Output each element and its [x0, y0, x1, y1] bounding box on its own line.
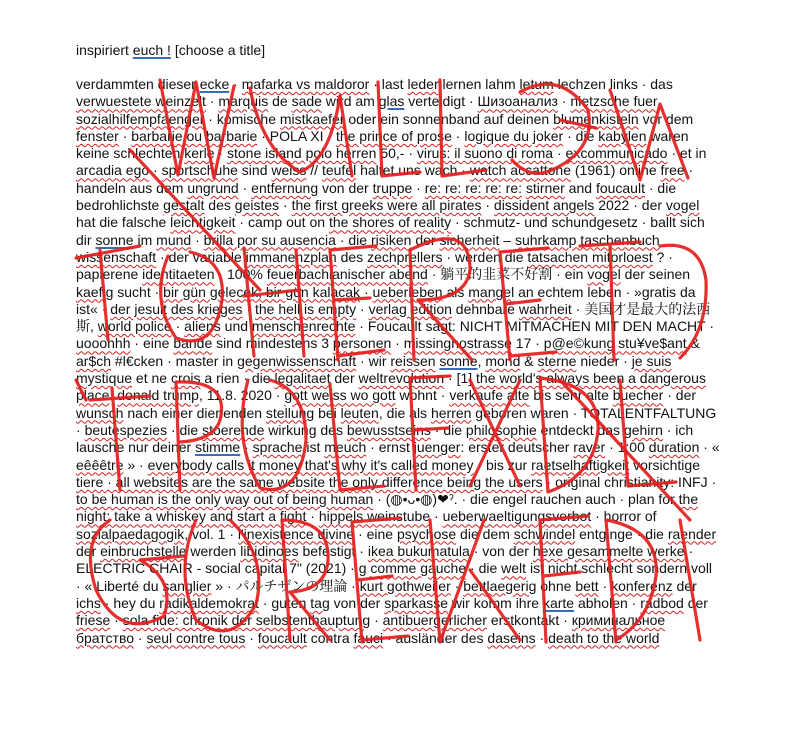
spellcheck-underlined-word: excommunicado: [565, 145, 668, 162]
spellcheck-underlined-word: legalitaet: [274, 370, 331, 387]
text-run: and: [564, 179, 596, 196]
text-run: der: [76, 543, 101, 560]
text-run: der: [330, 370, 359, 387]
text-run: ·: [279, 197, 292, 214]
text-run: erstkontakt ·: [486, 612, 572, 629]
spellcheck-underlined-word: the night: take a whiskey and start a fight: [76, 491, 699, 525]
text-run: der: [683, 594, 708, 611]
spellcheck-underlined-word: watch accattone: [469, 162, 571, 179]
text-run: · von der: [469, 543, 533, 560]
text-run: ·: [242, 300, 255, 317]
text-run: bei: [314, 404, 341, 421]
spellcheck-underlined-word: immanenzplan: [245, 248, 337, 265]
spellcheck-underlined-word: libidinoes: [240, 543, 299, 560]
spellcheck-underlined-word: uooohhh: [76, 335, 131, 352]
spellcheck-underlined-word: radbod: [640, 594, 684, 611]
spellcheck-underlined-word: bett: [575, 577, 599, 594]
text-run: an echtem leben · »gratis da ist« ·: [76, 283, 696, 317]
grammar-underlined-word: glas: [378, 93, 405, 110]
text-run: sind mindestens 3: [212, 335, 333, 352]
spellcheck-underlined-word: free: [660, 162, 685, 179]
text-run: · 100%: [214, 266, 267, 283]
spellcheck-underlined-word: the first greeks were all pirates: [291, 197, 482, 214]
text-run: &: [686, 335, 700, 352]
text-run: #l€cken · master in: [111, 352, 238, 369]
spellcheck-underlined-word: gegenwissenschaft: [237, 352, 357, 369]
spellcheck-underlined-word: hexe gesammelte werke: [532, 543, 685, 560]
text-run: et ne: [132, 370, 171, 387]
text-run: im: [133, 231, 157, 248]
text-run: a rien · die: [200, 370, 275, 387]
spellcheck-underlined-word: letum: [519, 76, 554, 92]
spellcheck-underlined-word: verkaufe alte: [449, 387, 530, 404]
spellcheck-underlined-word: raender: [667, 525, 717, 542]
spellcheck-underlined-word: reissen: [390, 352, 436, 369]
spellcheck-underlined-word: friese: [76, 612, 111, 629]
document-title: [76, 41, 736, 59]
grammar-underlined-word: karte: [542, 594, 575, 611]
spellcheck-underlined-word: kaefig: [76, 283, 114, 300]
text-run: · guten: [258, 594, 311, 611]
spellcheck-underlined-word: dissident angels: [493, 197, 595, 214]
spellcheck-underlined-word: herren: [430, 404, 472, 421]
spellcheck-underlined-word: криминальное братство: [76, 612, 666, 646]
text-run: geboren waren · TOTALENTFALTUNG ·: [76, 404, 717, 438]
text-run: ·: [370, 612, 383, 629]
text-run: wir komm ihre: [448, 594, 543, 611]
spellcheck-underlined-word: schwindel: [513, 525, 576, 542]
text-run: nieder ·: [576, 352, 632, 369]
spellcheck-underlined-word: einbruchstelle: [100, 543, 187, 560]
spellcheck-underlined-word: stellung: [265, 404, 315, 421]
text-run: vor dem: [638, 110, 694, 127]
spellcheck-underlined-word: suhrkamp taschenbuch wissenschaft: [76, 231, 660, 265]
text-run: · schmutz- und schundgesetz · ballt sich dir: [76, 214, 705, 248]
text-run: befestigt ·: [298, 543, 368, 560]
spellcheck-underlined-word: re: re: re: re: re:: [424, 179, 522, 196]
text-run: · horror of: [591, 508, 657, 525]
spellcheck-underlined-word: crois: [170, 370, 201, 387]
spellcheck-underlined-word: der jesuit des krieges: [110, 300, 243, 317]
spellcheck-underlined-word: wunsch: [76, 404, 124, 421]
spellcheck-underlined-word: mangel: [468, 283, 515, 300]
text-run: ohne: [536, 577, 576, 594]
text-run: verteidigt ·: [404, 93, 478, 110]
text-run: 50,- ·: [376, 145, 417, 162]
spellcheck-underlined-word: mund: [156, 231, 192, 248]
text-run: · handeln aus dem: [76, 162, 694, 196]
spellcheck-underlined-word: leichtigkeit: [170, 214, 236, 231]
spellcheck-underlined-word: ikea bukumatula: [367, 543, 470, 560]
spellcheck-underlined-word: everybody calls it money that's why it's called money: [147, 456, 474, 473]
text-run: ·: [553, 145, 566, 162]
spellcheck-underlined-word: brilla por su ausencia: [203, 231, 336, 248]
text-run: und: [220, 318, 252, 335]
spellcheck-underlined-word: raetselhaftigkeit: [531, 456, 630, 473]
text-run: · hey du: [100, 594, 160, 611]
text-run: des: [204, 197, 235, 214]
text-run: dehnbare: [451, 300, 519, 317]
spellcheck-underlined-word: geistes: [234, 197, 280, 214]
text-run: wird am: [321, 93, 379, 110]
grammar-underlined-word: sonne: [95, 231, 134, 248]
text-run: abholen ·: [574, 594, 641, 611]
text-run: · der variable: [156, 248, 246, 265]
spellcheck-underlined-word: the hell is empty: [254, 300, 357, 317]
text-run: , die als: [378, 404, 431, 421]
text-run: ·: [134, 629, 147, 646]
spellcheck-underlined-word: ar$ch: [76, 352, 112, 369]
document-body: [76, 76, 720, 647]
text-run: ·: [391, 335, 404, 352]
text-run: ·: [557, 93, 571, 110]
text-run: oder ein sonnenband auf deinen: [344, 110, 554, 127]
text-run: ·: [110, 612, 123, 629]
text-run: vorsichtige: [629, 456, 700, 473]
spellcheck-underlined-word: p@e©kung stu¥ve$ant: [543, 335, 687, 352]
spellcheck-underlined-word: konferenz: [611, 577, 673, 594]
spellcheck-underlined-word: risiken: [370, 231, 412, 248]
grammar-underlined-word: stimme: [195, 439, 241, 456]
text-run: entdeckt das: [536, 421, 624, 438]
spellcheck-underlined-word: kerle: [184, 145, 215, 162]
text-run: · der: [663, 387, 697, 404]
spellcheck-underlined-word: stone island polo herren: [227, 145, 377, 162]
text-run: ·: [598, 577, 612, 594]
spellcheck-underlined-word: gestalt: [163, 197, 205, 214]
spellcheck-underlined-word: weltrevolution: [358, 370, 445, 387]
spellcheck-underlined-word: the world's always been a dangerous place: [76, 370, 706, 404]
text-run: ist: [302, 439, 325, 456]
text-run: · (◍•ᴗ•◍)❤ˀ. · die engel rauchen auch · plan for: [373, 491, 679, 508]
spellcheck-underlined-word: entfernung: [251, 179, 319, 196]
text-run: bis sehr alte: [529, 387, 613, 404]
text-run: · POLA XI ·: [257, 127, 336, 144]
spellcheck-underlined-word: donald trump: [117, 387, 199, 404]
spellcheck-underlined-word: foucault: [595, 179, 645, 196]
spellcheck-underlined-word: personen: [332, 335, 392, 352]
text-run: ·: [450, 577, 464, 594]
text-run: als: [442, 283, 469, 300]
spellcheck-underlined-word: wahrheit: [518, 300, 572, 317]
spellcheck-underlined-word: verlag edition: [368, 300, 452, 317]
spellcheck-underlined-word: hippels weinstube: [318, 508, 431, 525]
text-run: ·: [430, 508, 443, 525]
text-run: die dem: [456, 525, 514, 542]
spellcheck-underlined-word: antibuergerlicher: [382, 612, 487, 629]
spellcheck-underlined-word: teufel: [321, 162, 357, 179]
spellcheck-underlined-word: arcadia ego: [76, 162, 150, 179]
spellcheck-underlined-word: sade: [291, 93, 322, 110]
text-run: · 1:00: [605, 439, 649, 456]
spellcheck-underlined-word: identitaeten: [142, 266, 215, 283]
text-run: , 11.8. 2020 ·: [198, 387, 285, 404]
text-run: » ·: [123, 456, 148, 473]
spellcheck-underlined-word: ueberwaeltigungsverbot: [442, 508, 592, 525]
spellcheck-underlined-word: sterne: [537, 352, 577, 369]
spellcheck-underlined-word: sparkasse: [384, 594, 449, 611]
spellcheck-underlined-word: seul contre tous: [146, 629, 246, 646]
spellcheck-underlined-word: stirner: [525, 179, 565, 196]
text-run: · die: [167, 421, 203, 438]
spellcheck-underlined-word: vogel: [587, 266, 621, 283]
spellcheck-underlined-word: radikaldemokrat: [159, 594, 259, 611]
text-run: lechzen links · das: [553, 76, 673, 92]
spellcheck-underlined-word: sicherheit: [439, 231, 500, 248]
spellcheck-underlined-word: psychose: [397, 525, 457, 542]
spellcheck-underlined-word: mistkaefer: [279, 110, 345, 127]
spellcheck-underlined-word: beutespezies: [84, 421, 168, 438]
text-run: · die: [430, 421, 466, 438]
spellcheck-underlined-word: missingnostrasse: [403, 335, 512, 352]
spellcheck-underlined-word: verwuestete weinzelt: [76, 93, 206, 110]
text-run: ·: [356, 300, 369, 317]
text-run: de: [268, 93, 292, 110]
text-run: ·: [535, 629, 549, 646]
spellcheck-underlined-word: sola fide: chronik der selbstenthauptung: [122, 612, 371, 629]
spellcheck-underlined-word: sportschuhe: [161, 162, 238, 179]
text-run: sucht ·: [113, 283, 164, 300]
spellcheck-underlined-word: truppe: [372, 179, 413, 196]
spellcheck-underlined-word: tag: [310, 594, 330, 611]
text-run: ·: [240, 439, 253, 456]
spellcheck-underlined-word: to be human is the only way out of being human: [76, 491, 374, 508]
text-run: 17 ·: [511, 335, 544, 352]
text-run: · die: [466, 560, 502, 577]
text-run: · ernst: [366, 439, 414, 456]
text-run: &: [520, 352, 538, 369]
text-run: ·: [412, 179, 425, 196]
spellcheck-underlined-word: ueberleben: [372, 283, 443, 300]
text-run: · bis zur: [473, 456, 532, 473]
spellcheck-underlined-word: tiere: [76, 473, 104, 490]
text-run: ·: [451, 127, 465, 144]
spellcheck-underlined-word: sprache: [252, 439, 303, 456]
spellcheck-underlined-word: fenster: [76, 127, 119, 144]
text-run: ·: [238, 179, 252, 196]
spellcheck-underlined-word: death to the world: [548, 629, 660, 646]
spellcheck-underlined-word: raver: [573, 439, 606, 456]
spellcheck-underlined-word: g comme gauche: [358, 560, 467, 577]
spellcheck-underlined-word: bande: [173, 335, 213, 352]
text-run: · eine: [354, 525, 397, 542]
spellcheck-underlined-word: vogel: [665, 197, 700, 214]
spellcheck-underlined-word: gott weiss wo gott: [284, 387, 396, 404]
text-run: (1961) online: [571, 162, 661, 179]
spellcheck-underlined-word: duration: [648, 439, 700, 456]
text-run: · ausländer des: [383, 629, 488, 646]
text-run: · die bedrohlichste: [76, 179, 677, 214]
text-run: · «: [699, 439, 720, 456]
text-run: · ich lausche nur deiner: [76, 421, 694, 456]
text-run: hat die falsche: [76, 214, 171, 231]
text-run: ·: [205, 93, 219, 110]
text-run: » · パルチザンの理論 ·: [211, 577, 360, 594]
spellcheck-underlined-word: logique du joker: [464, 127, 564, 144]
spellcheck-underlined-word: ungrund: [187, 179, 239, 196]
text-run: lernen lahm: [438, 76, 520, 92]
text-run: .: [109, 387, 118, 404]
spellcheck-underlined-word: buecher: [612, 387, 664, 404]
text-run: · die: [563, 127, 599, 144]
spellcheck-underlined-word: marquis: [218, 93, 269, 110]
text-run: von der: [329, 594, 385, 611]
grammar-underlined-word: euch !: [132, 42, 171, 58]
spellcheck-underlined-word: foucault: [257, 629, 307, 646]
text-run: ·: [245, 629, 258, 646]
text-run: der seinen: [620, 266, 691, 283]
spellcheck-underlined-word: mond: [485, 352, 521, 369]
spellcheck-underlined-word: leuten: [340, 404, 379, 421]
text-run: 2022 · der: [594, 197, 666, 214]
text-run: der: [672, 577, 697, 594]
spellcheck-underlined-word: nietzsche fuer sozialhilfempfaenger: [76, 93, 658, 127]
spellcheck-underlined-word: bewusstseins: [346, 421, 431, 438]
text-run: · eine: [130, 335, 174, 352]
spellcheck-underlined-word: philosophie: [465, 421, 537, 438]
grammar-underlined-word: sonne: [439, 352, 478, 369]
text-run: waren keine schlechten: [76, 127, 689, 162]
text-run: ,: [477, 352, 486, 369]
text-run: nach einer dienenden: [123, 404, 266, 421]
text-run: · 美国才是最大的法西斯,: [76, 300, 711, 335]
spellcheck-underlined-word: bettlaegerig: [463, 577, 537, 594]
spellcheck-underlined-word: virus: il suono di roma: [416, 145, 554, 162]
text-run: ist nicht schlecht sondern voll · « Liberté du: [76, 560, 713, 594]
spellcheck-underlined-word: leder: [407, 76, 439, 92]
spellcheck-underlined-word: aliens: [184, 318, 221, 335]
text-run: verdammten dieser: [76, 76, 200, 92]
spellcheck-underlined-word: weiss: [271, 162, 307, 179]
spellcheck-underlined-word: the shores of reality: [328, 214, 452, 231]
spellcheck-underlined-word: je suis mystique: [76, 352, 672, 387]
spellcheck-underlined-word: zechprellers: [367, 248, 443, 265]
text-run: des: [336, 248, 368, 265]
text-run: der: [411, 231, 440, 248]
text-run: ·: [191, 231, 204, 248]
spellcheck-underlined-word: · all websites are the same website the only difference being the users: [103, 473, 543, 490]
spellcheck-underlined-word: welt: [501, 560, 527, 577]
spellcheck-underlined-word: meuch: [324, 439, 367, 456]
spellcheck-underlined-word: blumenkisteln: [553, 110, 639, 127]
text-run: haltet uns wach ·: [356, 162, 470, 179]
text-run: · last: [369, 76, 408, 92]
text-run: ·: [360, 283, 373, 300]
spellcheck-underlined-word: l'inexistence divine: [237, 525, 355, 542]
text-run: ·: [306, 508, 319, 525]
spellcheck-underlined-word: gehirn: [623, 421, 663, 438]
spellcheck-underlined-word: sozialpaedagogik: [76, 525, 185, 542]
text-run: ·: [481, 197, 494, 214]
spellcheck-underlined-word: eêêêtre: [76, 456, 124, 473]
spellcheck-underlined-word: juenger: [413, 439, 461, 456]
text-run: · die: [335, 231, 371, 248]
grammar-underlined-word: ecke: [199, 76, 230, 92]
text-run: · original christianity: INFJ ·: [542, 473, 717, 490]
spellcheck-underlined-word: tatsachen mitorloest: [527, 248, 653, 265]
text-run: wirkung des: [264, 421, 347, 438]
text-run: · ELECTRIC CHAIR - social capital 7" (2021) ·: [76, 543, 694, 577]
text-run: entginge · die: [575, 525, 668, 542]
text-run: wohnt ·: [395, 387, 450, 404]
spellcheck-underlined-word: kabylen: [598, 127, 647, 144]
text-run: sind: [237, 162, 272, 179]
spellcheck-underlined-word: barbarie ou barbarie: [131, 127, 258, 144]
spellcheck-underlined-word: feuerbachianischer abend: [266, 266, 428, 283]
text-run: von der: [318, 179, 373, 196]
text-run: ·: [118, 127, 132, 144]
text-run: ·: [171, 318, 185, 335]
spellcheck-underlined-word: Шизоанализ: [477, 93, 558, 110]
spellcheck-underlined-word: kurt gothweiler: [359, 577, 451, 594]
text-run: //: [306, 162, 322, 179]
text-run: · wir: [356, 352, 391, 369]
text-run: · camp out on: [235, 214, 329, 231]
text-run: · et in: [667, 145, 707, 162]
text-run: ·: [149, 162, 162, 179]
text-run: werden: [186, 543, 241, 560]
text-run: · 躺平的韭菜不好割 · ein: [427, 266, 588, 283]
text-run: · werden die: [442, 248, 528, 265]
text-run: ·: [214, 145, 227, 162]
text-run: · Foucault sagt: NICHT MITMACHEN MIT DEN MACHT ·: [355, 318, 715, 335]
text-run: · [1]: [444, 370, 477, 387]
text-run: : erster deutscher: [460, 439, 574, 456]
text-run: · komische: [204, 110, 280, 127]
spellcheck-underlined-word: menschenrechte: [251, 318, 356, 335]
text-run: ·: [229, 76, 242, 92]
spellcheck-underlined-word: world police: [97, 318, 172, 335]
text-run: contra: [306, 629, 354, 646]
text-run: ? · papierene: [76, 248, 673, 283]
text-run: , vol. 1 ·: [184, 525, 238, 542]
spellcheck-underlined-word: ichs: [76, 594, 101, 611]
spellcheck-underlined-word: daseins: [487, 629, 536, 646]
spellcheck-underlined-word: mafarka vs maldoror: [241, 76, 370, 92]
spellcheck-underlined-word: bir gün gelecek, bir gün kalacak: [163, 283, 361, 300]
spellcheck-underlined-word: sanglier: [162, 577, 212, 594]
spellcheck-underlined-word: stoerende: [202, 421, 265, 438]
text-run: [choose a title]: [170, 42, 266, 58]
text-run: –: [499, 231, 515, 248]
spellcheck-underlined-word: the prince of prose: [335, 127, 452, 144]
text-run: inspiriert: [76, 42, 133, 58]
spellcheck-underlined-word: fauci: [353, 629, 384, 646]
